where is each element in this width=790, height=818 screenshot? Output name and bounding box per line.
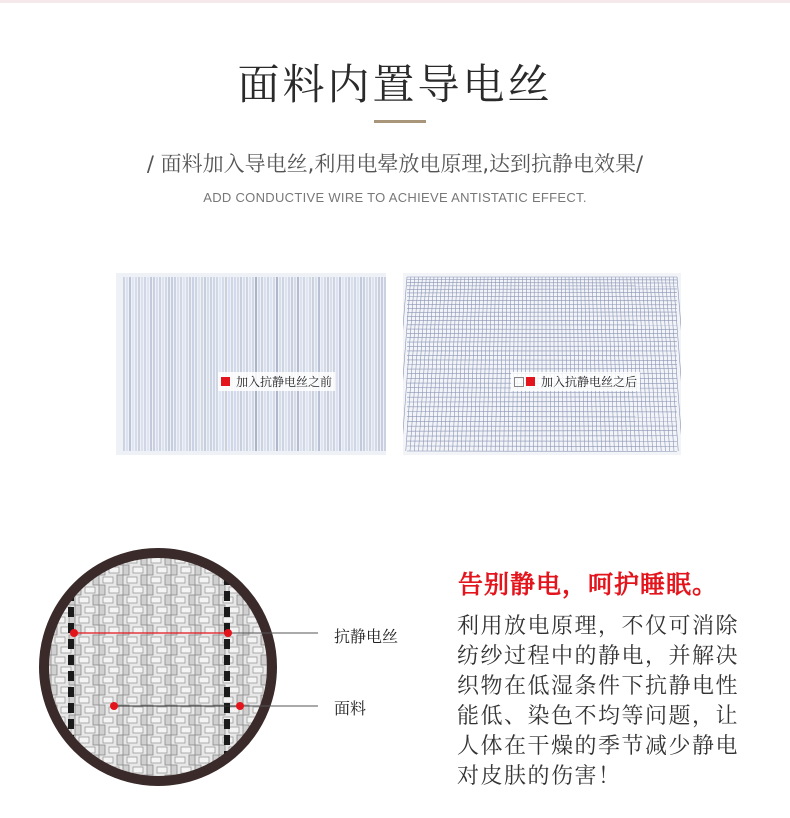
- before-label-box: [218, 372, 335, 391]
- feature-description: [457, 612, 757, 792]
- top-accent-line: [0, 0, 790, 3]
- fabric-weave-image: [36, 545, 280, 789]
- title-divider: [374, 120, 426, 123]
- before-label: 加入抗静电丝之前: [236, 375, 333, 389]
- red-square-icon: [221, 377, 230, 386]
- outline-square-icon: [514, 377, 524, 387]
- page-title: 面料内置导电丝: [237, 60, 553, 109]
- fabric-closeup: [36, 545, 280, 789]
- after-label: 加入抗静电丝之后: [541, 375, 638, 389]
- subtitle-english: ADD CONDUCTIVE WIRE TO ACHIEVE ANTISTATIC EFFECT.: [203, 190, 587, 205]
- description-line: 利用放电原理，不仅可消除: [457, 614, 740, 639]
- description-line: 能低、染色不均等问题，让: [457, 704, 740, 729]
- after-panel: [403, 273, 681, 455]
- subtitle: / 面料加入导电丝,利用电晕放电原理,达到抗静电效果/: [146, 152, 644, 176]
- before-panel: [116, 273, 386, 455]
- slogan: 告别静电，呵护睡眠。: [458, 570, 719, 599]
- description-line: 织物在低湿条件下抗静电性: [457, 674, 740, 699]
- red-square-icon: [526, 377, 535, 386]
- vertical-thread-texture: [116, 273, 386, 455]
- after-label-box: [511, 372, 640, 391]
- description-line: 对皮肤的伤害！: [457, 764, 622, 789]
- description-line: 纺纱过程中的静电，并解决: [457, 644, 740, 669]
- fabric-callout-label: 面料: [334, 699, 367, 718]
- grid-thread-texture: [403, 273, 681, 455]
- wire-callout-label: 抗静电丝: [334, 627, 399, 646]
- description-line: 人体在干燥的季节减少静电: [457, 734, 740, 759]
